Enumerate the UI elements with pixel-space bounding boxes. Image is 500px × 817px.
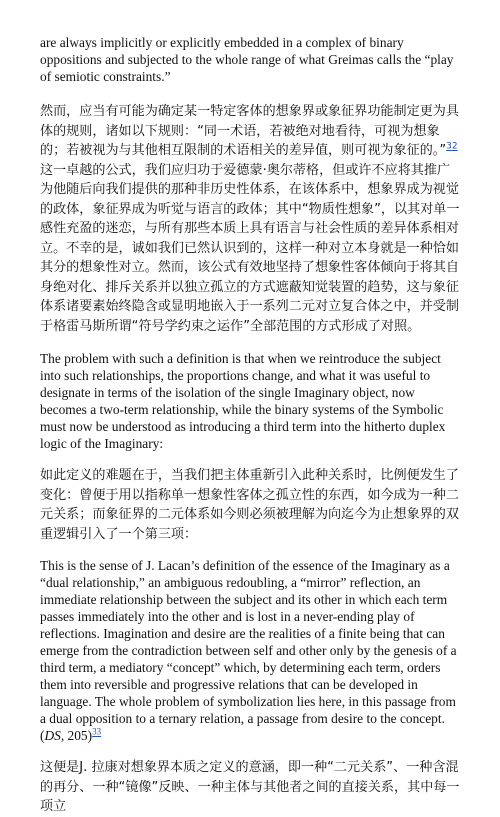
block-quote (40, 557, 461, 744)
footnote-link-33[interactable]: 33 (92, 726, 102, 737)
paragraph-chinese-1-text-a: 然而，应当有可能为确定某一特定客体的想象界或象征界功能制定更为具体的规则，诸如以下规则：“同一术语，若被绝对地看待，可视为想象的；若被视为与其他相互限制的术语相关的差异值，则可视为象征的。” (40, 104, 459, 158)
citation-source: DS (44, 728, 61, 743)
paragraph-chinese-2: 如此定义的难题在于，当我们把主体重新引入此种关系时，比例便发生了变化：曾便于用以指称单一想象性客体之孤立性的东西，如今成为一种二元关系；而象征界的二元体系如今则必须被理解为向迄今为止想象界的双重逻辑引入了一个第三项： (40, 468, 459, 542)
document-page (40, 34, 461, 817)
paragraph-english-2: The problem with such a definition is that when we reintroduce the subject into such relationships, the proportions change, and what it was useful to designate in terms of the isolation of the single Imaginary object, now becomes a two-term relationship, while the binary systems of the Symbolic must now be understood as introducing a third term into the hitherto duplex logic of the Imaginary: (40, 351, 446, 451)
paragraph-chinese-3: 这便是J. 拉康对想象界本质之定义的意涵，即一种“二元关系”、一种含混的再分、一种“镜像”反映、一种主体与其他者之间的直接关系，其中每一项立 (40, 760, 460, 814)
paragraph-english-1: are always implicitly or explicitly embedded in a complex of binary oppositions and subjected to the whole range of what Greimas calls the “play of semiotic constraints.” (40, 35, 454, 84)
citation-page: , 205) (60, 728, 93, 743)
paragraph-chinese-1 (40, 102, 461, 336)
footnote-link-32[interactable]: 32 (446, 141, 458, 152)
paragraph-chinese-1-text-b: 这一卓越的公式，我们应归功于爱德蒙·奥尔蒂格，但或许不应将其推广为他随后向我们提供的那种非历史性体系，在该体系中，想象界成为视觉的政体，象征界成为听觉与语言的政体；其中“物质性想象”，以其对单一感性充盈的迷恋，与所有那些本质上具有语言与社会性质的差异体系相对立。不幸的是，诚如我们已然认识到的，这样一种对立本身就是一种恰如其分的想象性对立。然而，该公式有效地坚持了想象性客体倾向于将其自身绝对化、排斥关系并以独立孤立的方式遮蔽知觉装置的趋势，这与象征体系诸要素始终隐含或显明地嵌入于一系列二元对立复合体之中，并受制于格雷马斯所谓“符号学约束之运作”全部范围的方式形成了对照。 (40, 162, 460, 334)
block-quote-text: This is the sense of J. Lacan’s definition of the essence of the Imaginary as a “dual relationship,” an ambiguous redoubling, a “mirror” reflection, an immediate relationship between the subject and its other in which each term passes immediately into the other and is lost in a never-ending play of reflections. Imagination and desire are the realities of a finite being that can emerge from the contradiction between self and other only by the genesis of a third term, a mediatory “concept” which, by determining each term, orders them into reversible and progressive relations that can be developed in language. The whole problem of symbolization lies here, in this passage from a dual opposition to a ternary relation, a passage from desire to the concept. ( (40, 558, 457, 743)
